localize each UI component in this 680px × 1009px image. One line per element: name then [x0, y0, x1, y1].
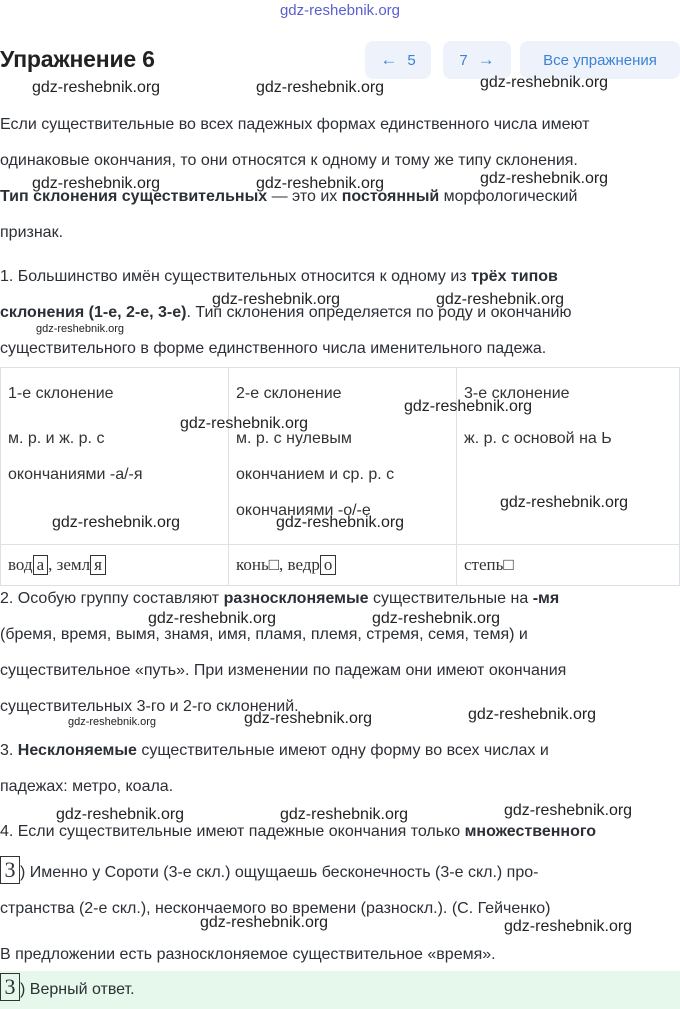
- all-exercises-label: Все упражнения: [543, 51, 657, 69]
- word-stem: ведр: [287, 555, 320, 574]
- text-line: существительных 3-го и 2-го склонений.: [0, 698, 299, 715]
- text-fragment: морфологический: [439, 188, 578, 205]
- word-stem: земл: [56, 555, 91, 574]
- watermark: gdz-reshebnik.org: [256, 175, 385, 192]
- page-title: Упражнение 6: [0, 46, 155, 72]
- bold-term: постоянный: [341, 188, 440, 205]
- rule-3: [0, 733, 680, 805]
- table-cell-examples: [457, 545, 680, 586]
- table-row: [1, 545, 680, 586]
- watermark: gdz-reshebnik.org: [504, 918, 633, 935]
- watermark: gdz-reshebnik.org: [148, 610, 277, 627]
- ending-box: а: [33, 555, 49, 575]
- column-header: 3-е склонение: [464, 385, 570, 402]
- word: конь□: [236, 555, 280, 574]
- solution-explanation: В предложении есть разносклоняемое существительное «время».: [0, 946, 496, 963]
- bold-term: Тип склонения существительных: [0, 188, 268, 205]
- text-fragment: . Тип склонения определяется по роду и окончанию: [186, 304, 572, 321]
- text-line: падежах: метро, коала.: [0, 778, 174, 795]
- watermark: gdz-reshebnik.org: [404, 398, 533, 415]
- text-fragment: 3.: [0, 742, 18, 759]
- site-watermark-top[interactable]: gdz-reshebnik.org: [279, 2, 401, 19]
- text-line: существительного в форме единственного числа именительного падежа.: [0, 340, 547, 357]
- bold-term: -мя: [532, 590, 560, 607]
- text-line: [0, 581, 680, 617]
- bold-term: трёх типов: [471, 268, 558, 285]
- word-stem: вод: [8, 555, 33, 574]
- watermark: gdz-reshebnik.org: [436, 291, 565, 308]
- ending-box: я: [90, 555, 106, 575]
- ending-box: о: [320, 555, 337, 575]
- word: степь□: [464, 555, 514, 574]
- table-cell-examples: [1, 545, 229, 586]
- column-line: окончаниями -а/-я: [8, 466, 143, 483]
- text-fragment: ) Именно у Сороти (3-е скл.) ощущаешь бесконечность (3-е скл.) про-: [20, 864, 539, 881]
- text-line: [0, 855, 680, 891]
- watermark: gdz-reshebnik.org: [468, 706, 597, 723]
- option-number-box: 3: [0, 856, 20, 884]
- separator: ,: [279, 555, 288, 574]
- text-fragment: существительные на: [368, 590, 533, 607]
- text-line: странства (2-е скл.), нескончаемого во времени (разноскл.). (С. Гейченко): [0, 900, 551, 917]
- separator: ,: [48, 555, 57, 574]
- answer-number-box: 3: [0, 973, 20, 1001]
- watermark: gdz-reshebnik.org: [480, 74, 609, 91]
- watermark: gdz-reshebnik.org: [276, 514, 405, 531]
- watermark: gdz-reshebnik.org: [180, 415, 309, 432]
- watermark: gdz-reshebnik.org: [280, 806, 409, 823]
- column-line: ж. р. с основой на Ь: [464, 430, 612, 447]
- bold-term: Несклоняемые: [17, 742, 137, 759]
- watermark: gdz-reshebnik.org: [52, 514, 181, 531]
- watermark: gdz-reshebnik.org: [56, 806, 185, 823]
- text-line: существительное «путь». При изменении по падежам они имеют окончания: [0, 662, 567, 679]
- answer-text: ) Верный ответ.: [20, 981, 135, 998]
- text-line: [0, 259, 680, 295]
- column-line: м. р. с нулевым: [236, 430, 352, 447]
- watermark: gdz-reshebnik.org: [480, 170, 609, 187]
- text-line: [0, 733, 680, 769]
- prev-exercise-label: 5: [407, 51, 416, 69]
- rule-1: [0, 259, 680, 367]
- bold-term: склонения (1-е, 2-е, 3-е): [0, 304, 187, 321]
- text-line: одинаковые окончания, то они относятся к одному и тому же типу склонения.: [0, 152, 578, 169]
- column-header: 1-е склонение: [8, 385, 114, 402]
- text-fragment: — это их: [267, 188, 342, 205]
- declension-table: [0, 367, 680, 586]
- column-line: окончаниями -о/-е: [236, 502, 371, 519]
- text-fragment: 1. Большинство имён существительных относится к одному из: [0, 268, 472, 285]
- watermark: gdz-reshebnik.org: [244, 710, 373, 727]
- watermark: gdz-reshebnik.org: [256, 79, 385, 96]
- watermark: gdz-reshebnik.org: [372, 610, 501, 627]
- watermark: gdz-reshebnik.org: [68, 716, 157, 728]
- watermark: gdz-reshebnik.org: [32, 79, 161, 96]
- text-line: (бремя, время, вымя, знамя, имя, пламя, племя, стремя, семя, темя) и: [0, 626, 528, 643]
- watermark: gdz-reshebnik.org: [212, 291, 341, 308]
- solution-sentence: [0, 855, 680, 927]
- column-header: 2-е склонение: [236, 385, 342, 402]
- table-cell: [457, 368, 680, 545]
- answer-line: [0, 972, 680, 1008]
- watermark: gdz-reshebnik.org: [500, 494, 629, 511]
- watermark: gdz-reshebnik.org: [36, 323, 125, 335]
- watermark: gdz-reshebnik.org: [504, 802, 633, 819]
- text-line: Если существительные во всех падежных формах единственного числа имеют: [0, 116, 590, 133]
- text-fragment: 4. Если существительные имеют падежные окончания только: [0, 823, 465, 840]
- text-fragment: 2. Особую группу составляют: [0, 590, 224, 607]
- column-line: м. р. и ж. р. с: [8, 430, 105, 447]
- rule-2: [0, 581, 680, 725]
- text-fragment: существительные имеют одну форму во всех числах и: [136, 742, 549, 759]
- arrow-right-icon: →: [477, 50, 495, 69]
- bold-term: множественного: [464, 823, 597, 840]
- text-line: признак.: [0, 224, 64, 241]
- next-exercise-label: 7: [459, 51, 468, 69]
- bold-term: разносклоняемые: [223, 590, 369, 607]
- arrow-left-icon: ←: [380, 50, 398, 69]
- prev-exercise-button[interactable]: [365, 41, 431, 79]
- watermark: gdz-reshebnik.org: [200, 914, 329, 931]
- column-line: окончанием и ср. р. с: [236, 466, 395, 483]
- table-cell-examples: [229, 545, 457, 586]
- watermark: gdz-reshebnik.org: [32, 175, 161, 192]
